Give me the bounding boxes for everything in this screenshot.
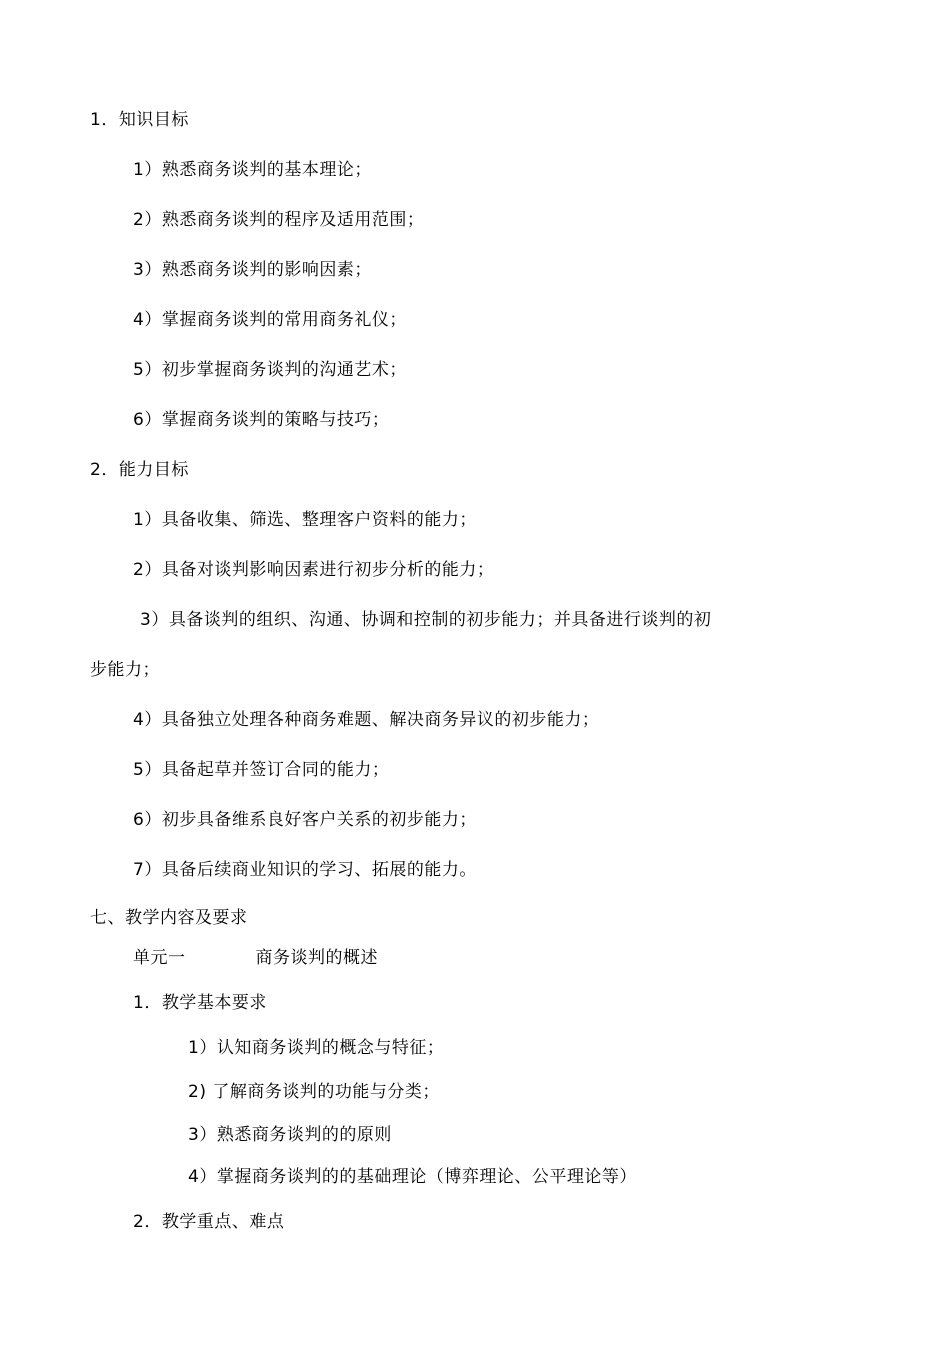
ability-item: 4）具备独立处理各种商务难题、解决商务异议的初步能力；	[133, 710, 600, 730]
unit-name: 商务谈判的概述	[255, 948, 378, 968]
unit-label: 单元一	[133, 948, 186, 968]
ability-heading: 2．能力目标	[90, 460, 189, 480]
unit-title	[133, 946, 378, 970]
requirement-item: 4）掌握商务谈判的的基础理论（博弈理论、公平理论等）	[188, 1167, 637, 1187]
ability-item: 2）具备对谈判影响因素进行初步分析的能力；	[133, 560, 495, 580]
requirement-item: 3）熟悉商务谈判的的原则	[188, 1125, 392, 1145]
section-heading: 七、教学内容及要求	[90, 908, 248, 928]
knowledge-item: 2）熟悉商务谈判的程序及适用范围；	[133, 210, 425, 230]
ability-item: 3）具备谈判的组织、沟通、协调和控制的初步能力；并具备进行谈判的初	[140, 610, 712, 630]
ability-item: 1）具备收集、筛选、整理客户资料的能力；	[133, 510, 477, 530]
ability-item: 6）初步具备维系良好客户关系的初步能力；	[133, 810, 477, 830]
knowledge-item: 3）熟悉商务谈判的影响因素；	[133, 260, 372, 280]
knowledge-item: 4）掌握商务谈判的常用商务礼仪；	[133, 310, 407, 330]
requirements-heading: 1．教学基本要求	[133, 993, 267, 1013]
ability-item-continuation: 步能力；	[90, 660, 160, 680]
key-points-heading: 2．教学重点、难点	[133, 1212, 285, 1232]
knowledge-heading: 1．知识目标	[90, 110, 189, 130]
requirement-item: 2) 了解商务谈判的功能与分类；	[188, 1082, 440, 1102]
ability-item: 7）具备后续商业知识的学习、拓展的能力。	[133, 860, 477, 880]
knowledge-item: 5）初步掌握商务谈判的沟通艺术；	[133, 360, 407, 380]
requirement-item: 1）认知商务谈判的概念与特征；	[188, 1038, 445, 1058]
knowledge-item: 6）掌握商务谈判的策略与技巧；	[133, 410, 390, 430]
knowledge-item: 1）熟悉商务谈判的基本理论；	[133, 160, 372, 180]
ability-item: 5）具备起草并签订合同的能力；	[133, 760, 390, 780]
